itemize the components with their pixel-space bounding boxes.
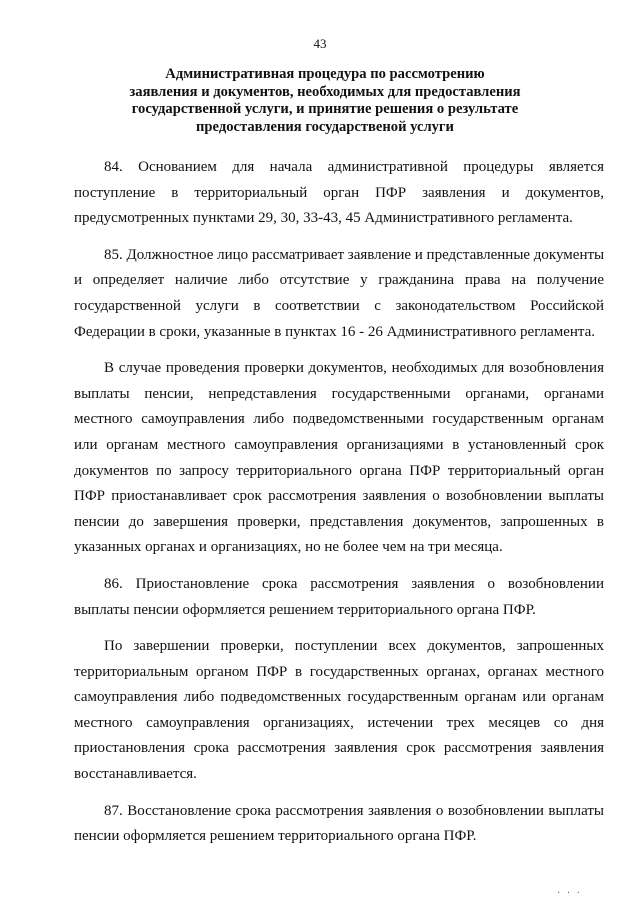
text-line: 84. Основанием для начала административной процедуры является (104, 159, 604, 175)
text-line: пенсии до завершения проверки, представления документов, запрошенных в (74, 513, 604, 530)
scan-artifact: · · · (557, 888, 582, 899)
paragraph-85 (74, 243, 604, 345)
text-line: местного самоуправления организациях, истечении трех месяцев со дня (74, 714, 604, 731)
text-line: В случае проведения проверки документов, необходимых для возобновления (104, 360, 604, 377)
text-line: указанных органах и организациях, но не более чем на три месяца. (74, 539, 503, 556)
section-heading (120, 66, 530, 136)
document-body (74, 155, 604, 861)
paragraph-84 (74, 155, 604, 232)
text-line: и определяет наличие либо отсутствие у гражданина права на получение (74, 272, 604, 289)
text-line: пенсии оформляется решением территориального органа ПФР. (74, 828, 477, 845)
text-line: предусмотренных пунктами 29, 30, 33-43, 45 Административного регламента. (74, 210, 573, 227)
text-line: документов по запросу территориального органа ПФР территориальный орган (74, 462, 604, 479)
text-line: местного самоуправления либо подведомственными государственным органам (74, 411, 604, 428)
text-line: По завершении проверки, поступлении всех документов, запрошенных (104, 638, 604, 655)
paragraph-86 (74, 572, 604, 623)
heading-line: государственной услуги, и принятие решения о результате (131, 101, 519, 117)
text-line: или органам местного самоуправления организациями в установленный срок (74, 436, 604, 453)
text-line: территориальным органом ПФР в государственных органах, органах местного (74, 663, 604, 680)
text-line: 87. Восстановление срока рассмотрения заявления о возобновлении выплаты (104, 802, 604, 819)
text-line: ПФР приостанавливает срок рассмотрения заявления о возобновлении выплаты (74, 488, 604, 505)
text-line: выплаты пенсии, непредставления государственными органами, органами (74, 385, 604, 402)
text-line: 85. Должностное лицо рассматривает заявление и представленные документы (104, 246, 605, 263)
text-line: Федерации в сроки, указанные в пунктах 16 - 26 Административного регламента. (74, 323, 596, 340)
heading-line: заявления и документов, необходимых для предоставления (129, 83, 521, 100)
page-number: 43 (313, 36, 327, 51)
text-line: восстанавливается. (74, 766, 197, 783)
paragraph-87 (74, 799, 604, 850)
text-line: 86. Приостановление срока рассмотрения заявления о возобновлении (104, 575, 604, 592)
paragraph-85-continued (74, 356, 604, 561)
paragraph-86-continued (74, 634, 604, 788)
text-line: самоуправления либо подведомственных государственным органам или органам (74, 689, 604, 706)
heading-line: Административная процедура по рассмотрению (165, 66, 485, 82)
text-line: поступление в территориальный орган ПФР заявления и документов, (74, 184, 604, 201)
heading-line: предоставления государственой услуги (196, 118, 454, 135)
text-line: выплаты пенсии оформляется решением территориального органа ПФР. (74, 601, 536, 618)
text-line: государственной услуги в соответствии с законодательством Российской (74, 297, 604, 314)
text-line: приостановления срока рассмотрения заявления срок рассмотрения заявления (74, 740, 604, 757)
